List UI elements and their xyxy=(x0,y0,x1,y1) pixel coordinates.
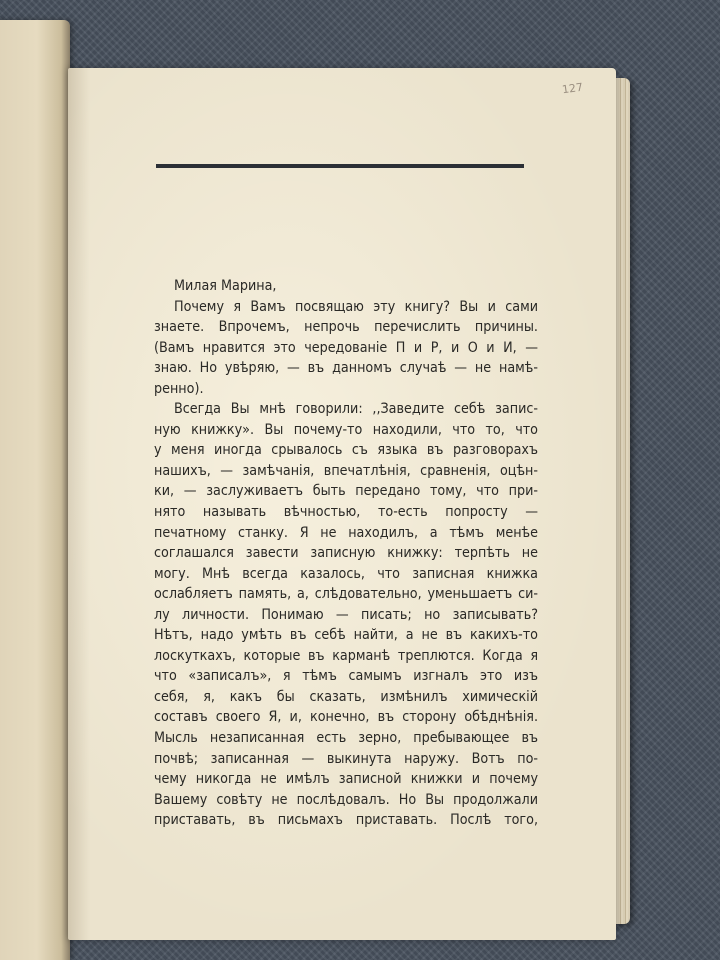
text-line: составъ своего Я, и, конечно, въ сторону обѣднѣнія. xyxy=(154,709,538,726)
text-line: приставать, въ письмахъ приставать. Послѣ того, xyxy=(154,812,538,829)
text-line: Почему я Вамъ посвящаю эту книгу? Вы и сами xyxy=(174,298,538,315)
text-line: Нѣтъ, надо умѣть въ себѣ найти, а не въ какихъ-то xyxy=(154,627,538,644)
left-page-edge xyxy=(0,20,70,960)
text-line: у меня иногда срывалось съ языка въ разговорахъ xyxy=(154,442,538,459)
text-line: печатному станку. Я не находилъ, а тѣмъ менѣе xyxy=(154,524,538,541)
text-line: ки, — заслуживаетъ быть передано тому, что при- xyxy=(154,483,538,500)
text-line: ренно). xyxy=(154,380,204,397)
book-page xyxy=(68,68,616,940)
text-line: лу личности. Понимаю — писать; но записывать? xyxy=(154,606,538,623)
text-line: Всегда Вы мнѣ говорили: ,,Заведите себѣ запис- xyxy=(174,401,538,418)
text-line: лоскуткахъ, которые въ карманѣ треплются. Когда я xyxy=(154,647,538,664)
text-line: соглашался завести записную книжку: терпѣть не xyxy=(154,545,538,562)
text-line: нято называть вѣчностью, то-есть попросту — xyxy=(154,504,538,521)
text-line: нашихъ, — замѣчанія, впечатлѣнія, сравненія, оцѣн- xyxy=(154,462,538,479)
text-line: могу. Мнѣ всегда казалось, что записная книжка xyxy=(154,565,538,582)
page-mark: 127 xyxy=(561,80,584,97)
text-line: (Вамъ нравится это чередованіе П и Р, и О и И, — xyxy=(154,339,538,356)
text-line: Вашему совѣту не послѣдовалъ. Но Вы продолжали xyxy=(154,791,538,808)
text-line: Мысль незаписанная есть зерно, пребывающее въ xyxy=(154,730,538,747)
header-rule xyxy=(156,164,524,168)
text-line: ослабляетъ память, а, слѣдовательно, уменьшаетъ си- xyxy=(154,586,538,603)
text-line: себя, я, какъ бы сказать, измѣнилъ химическій xyxy=(154,688,538,705)
text-line: ную книжку». Вы почему-то находили, что то, что xyxy=(154,421,538,438)
body-text xyxy=(154,276,538,831)
text-line: знаете. Впрочемъ, непрочь перечислить причины. xyxy=(154,319,538,336)
text-line: знаю. Но увѣряю, — въ данномъ случаѣ — не намѣ- xyxy=(154,360,538,377)
text-line: чему никогда не имѣлъ записной книжки и почему xyxy=(154,771,538,788)
salutation: Милая Марина, xyxy=(174,278,277,294)
text-line: что «записалъ», я тѣмъ самымъ изгналъ это изъ xyxy=(154,668,538,685)
text-line: почвѣ; записанная — выкинута наружу. Вотъ по- xyxy=(154,750,538,767)
